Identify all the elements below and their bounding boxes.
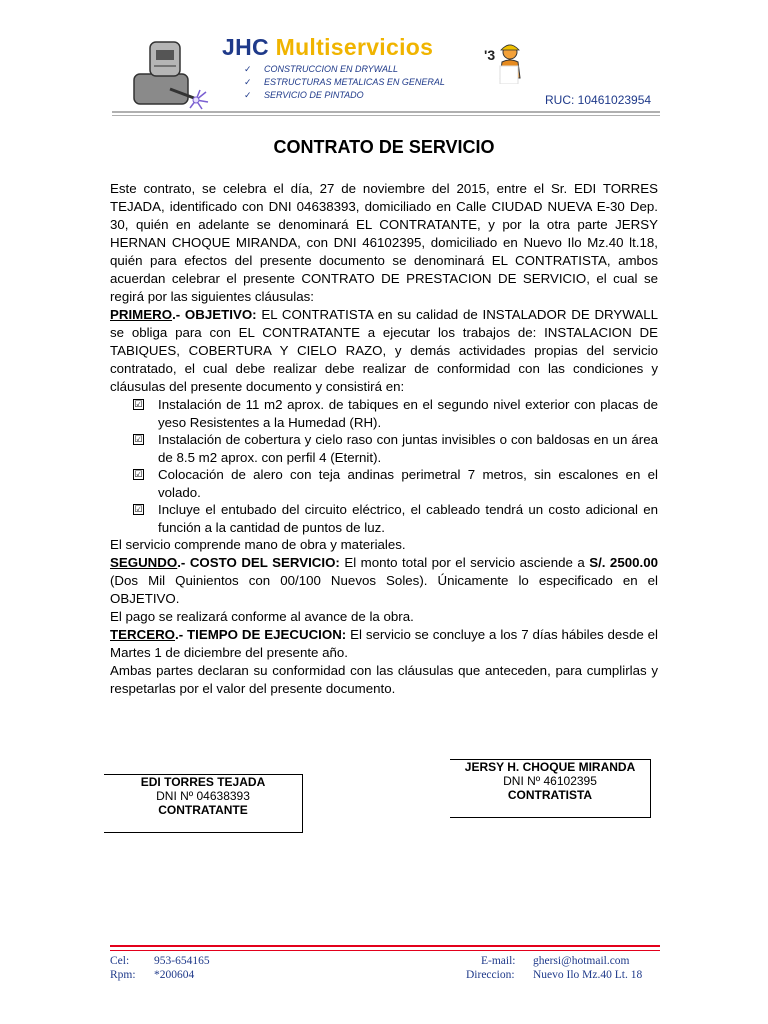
clause-text: El servicio se concluye a los 7 días hábiles desde el Martes 1 de diciembre del presente año. xyxy=(110,627,658,660)
worker-icon xyxy=(482,38,528,84)
signer-name: JERSY H. CHOQUE MIRANDA xyxy=(464,760,636,774)
footer-email-label: E-mail: xyxy=(481,955,516,967)
checkmark-icon: ✓ xyxy=(244,77,252,87)
list-item-text: Instalación de cobertura y cielo raso con juntas invisibles o con baldosas en un área de 8.5 m2 aprox. con perfil 4 (Eternit). xyxy=(158,432,658,465)
clause-heading: .- OBJETIVO: xyxy=(172,307,257,322)
footer-rpm-value: *200604 xyxy=(154,969,195,981)
service-item xyxy=(244,63,445,76)
signature-border-left xyxy=(302,774,303,832)
closing-paragraph: Ambas partes declaran su conformidad con las cláusulas que anteceden, para cumplirlas y respetarlas por el valor del presente documento. xyxy=(110,663,658,696)
list-item xyxy=(110,501,658,536)
clause-label: TERCERO xyxy=(110,627,176,642)
services-list xyxy=(244,63,445,102)
company-name xyxy=(222,34,433,61)
service-item-label: ESTRUCTURAS METALICAS EN GENERAL xyxy=(264,77,445,87)
service-item xyxy=(244,76,445,89)
clause-tercero xyxy=(110,626,658,662)
clause-label: SEGUNDO xyxy=(110,555,178,570)
ruc-number: RUC: 10461023954 xyxy=(545,93,652,107)
list-item xyxy=(110,431,658,466)
list-item-text: Colocación de alero con teja andinas perimetral 7 metros, sin escalones en el volado. xyxy=(158,467,658,500)
checkmark-icon: ✓ xyxy=(244,90,252,100)
company-name-part2: Multiservicios xyxy=(275,34,434,60)
signature-border-right xyxy=(650,759,651,817)
intro-paragraph: Este contrato, se celebra el día, 27 de noviembre del 2015, entre el Sr. EDI TORRES TEJADA, identificado con DNI 04638393, domiciliado en Calle CIUDAD NUEVA E-30 Dep. 30, quién en adelante se denominará EL CONTRATANTE, y por la otra parte JERSY HERNAN CHOQUE MIRANDA, con DNI 46102395, domiciliado en Nuevo Ilo Mz.40 lt.18, quién para efectos del presente documento se denominará EL CONTRATISTA, ambos acuerdan celebrar el presente CONTRATO DE PRESTACION DE SERVICIO, el cual se regirá por las siguientes cláusulas: xyxy=(110,181,658,304)
checkbox-icon: ☑ xyxy=(134,469,143,479)
checkmark-icon: ✓ xyxy=(244,64,252,74)
clause-text: (Dos Mil Quinientos con 00/100 Nuevos Soles). Únicamente lo especificado en el OBJETIVO. xyxy=(110,573,658,606)
svg-text:'3: '3 xyxy=(484,47,496,63)
work-items-list xyxy=(110,396,658,536)
header-divider xyxy=(112,115,660,116)
checkbox-icon: ☑ xyxy=(134,434,143,444)
footer-rpm-label: Rpm: xyxy=(110,969,136,981)
service-item-label: SERVICIO DE PINTADO xyxy=(264,90,364,100)
clause-text: El monto total por el servicio asciende a xyxy=(339,555,590,570)
signature-bottom-right xyxy=(450,817,651,818)
footer-email-value: ghersi@hotmail.com xyxy=(533,955,630,967)
signer-name: EDI TORRES TEJADA xyxy=(140,775,266,789)
signer-dni: DNI Nº 46102395 xyxy=(503,774,597,788)
clause-text: EL CONTRATISTA en su calidad de INSTALADOR DE DRYWALL se obliga para con EL CONTRATANTE a ejecutar los trabajos de: INSTALACION DE TABIQUES, COBERTURA Y CIELO RAZO, y demás actividades propias del servicio contratado, el cual debe realizar debe realizar de conformidad con las condiciones y cláusulas del presente documento y consistirá en: xyxy=(110,307,658,394)
clause-heading: .- TIEMPO DE EJECUCION: xyxy=(175,627,347,642)
signer-role: CONTRATISTA xyxy=(507,788,593,802)
document-title: CONTRATO DE SERVICIO xyxy=(273,137,495,157)
clause-primero xyxy=(110,306,658,396)
list-item xyxy=(110,396,658,431)
clause-segundo xyxy=(110,554,658,608)
signature-bottom-left xyxy=(104,832,303,833)
list-item-text: Instalación de 11 m2 aprox. de tabiques en el segundo nivel exterior con placas de yeso Resistentes a la Humedad (RH). xyxy=(158,397,658,430)
service-item xyxy=(244,89,445,102)
company-name-part1: JHC xyxy=(222,34,269,60)
signer-dni: DNI Nº 04638393 xyxy=(156,789,250,803)
amount: S/. 2500.00 xyxy=(589,555,658,570)
footer-cel-value: 953-654165 xyxy=(154,955,210,967)
footer-address-value: Nuevo Ilo Mz.40 Lt. 18 xyxy=(533,969,643,981)
list-item-text: Incluye el entubado del circuito eléctrico, el cableado tendrá un costo adicional en función a la cantidad de puntos de luz. xyxy=(158,502,658,535)
payment-note: El pago se realizará conforme al avance de la obra. xyxy=(110,609,414,624)
checkbox-icon: ☑ xyxy=(134,504,143,514)
footer-address-label: Direccion: xyxy=(466,969,515,981)
service-item-label: CONSTRUCCION EN DRYWALL xyxy=(264,64,399,74)
service-note: El servicio comprende mano de obra y materiales. xyxy=(110,537,406,552)
signature-block-contratista xyxy=(450,760,650,802)
signature-block-contratante xyxy=(104,775,302,817)
welder-icon xyxy=(130,34,210,110)
clause-label: PRIMERO xyxy=(110,307,173,322)
footer-divider xyxy=(110,950,660,951)
contract-body xyxy=(110,180,658,698)
footer-cel-label: Cel: xyxy=(110,955,130,967)
checkbox-icon: ☑ xyxy=(134,399,143,409)
clause-heading: .- COSTO DEL SERVICIO: xyxy=(177,555,340,570)
signer-role: CONTRATANTE xyxy=(158,803,248,817)
list-item xyxy=(110,466,658,501)
footer-divider xyxy=(110,945,660,947)
header-divider xyxy=(112,111,660,113)
